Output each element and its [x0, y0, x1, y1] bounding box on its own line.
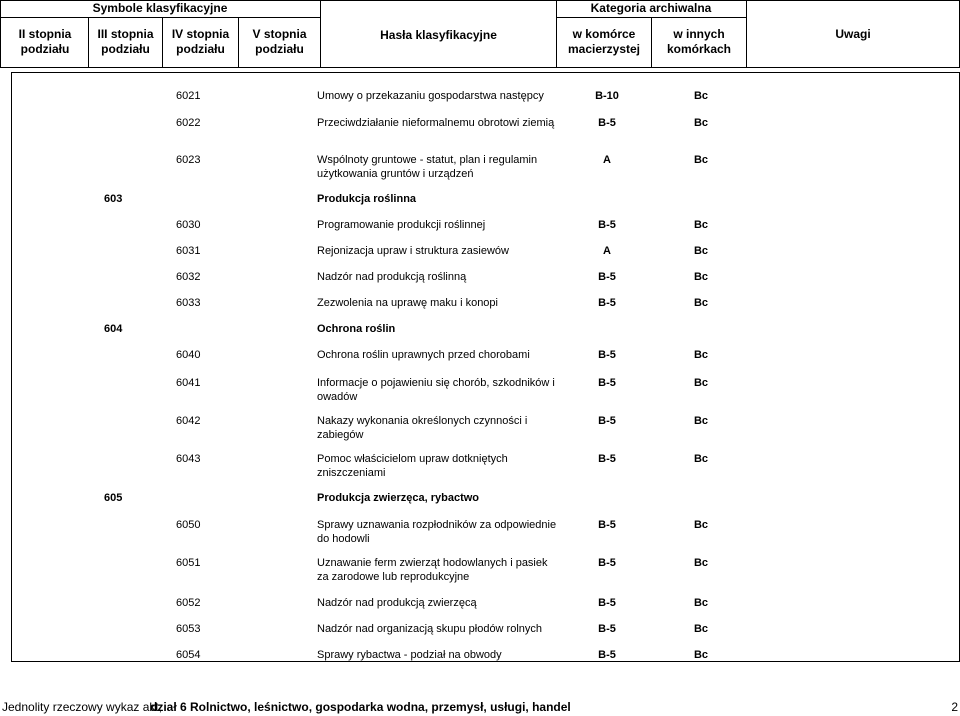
symbol-level-iii: 6021	[176, 90, 201, 102]
category-w-innych: Bc	[693, 90, 709, 102]
entry-title: Sprawy uznawania rozpłodników za odpowiednie do hodowli	[317, 519, 557, 545]
col-header-level-ii: II stopnia podziału	[18, 27, 72, 56]
symbol-level-ii: 605	[104, 492, 123, 504]
symbol-level-iii: 6053	[176, 623, 201, 635]
symbol-level-iii: 6040	[176, 349, 201, 361]
entry-title: Zezwolenia na uprawę maku i konopi	[317, 297, 498, 309]
category-w-komorce: B-5	[598, 649, 616, 661]
col-header-level-iii: III stopnia podziału	[97, 27, 154, 56]
category-w-innych: Bc	[693, 623, 709, 635]
entry-title: Przeciwdziałanie nieformalnemu obrotowi ziemią	[317, 117, 555, 129]
symbol-level-iii: 6052	[176, 597, 201, 609]
col-header-w-innych: w innych komórkach	[666, 27, 732, 56]
category-w-innych: Bc	[693, 557, 709, 569]
col-header-level-v: V stopnia podziału	[252, 27, 307, 56]
archival-category-group-header: Kategoria archiwalna	[590, 1, 712, 15]
entry-title: Programowanie produkcji roślinnej	[317, 219, 486, 231]
symbol-level-ii: 604	[104, 323, 123, 335]
entry-title: Umowy o przekazaniu gospodarstwa następcy	[317, 90, 544, 102]
category-w-komorce: B-10	[595, 90, 619, 102]
category-w-innych: Bc	[693, 453, 709, 465]
category-w-innych: Bc	[693, 349, 709, 361]
category-w-komorce: B-5	[598, 597, 616, 609]
entry-title: Pomoc właścicielom upraw dotkniętych zniszczeniami	[317, 453, 508, 479]
col-header-hasla: Hasła klasyfikacyjne	[380, 28, 497, 42]
symbol-level-iii: 6041	[176, 377, 201, 389]
entry-title: Ochrona roślin uprawnych przed chorobami	[317, 349, 530, 361]
symbol-level-iii: 6022	[176, 117, 201, 129]
entry-title: Sprawy rybactwa - podział na obwody	[317, 649, 502, 661]
symbol-level-iii: 6032	[176, 271, 201, 283]
category-w-innych: Bc	[693, 219, 709, 231]
symbol-level-iii: 6030	[176, 219, 201, 231]
page-footer	[0, 698, 960, 716]
category-w-innych: Bc	[693, 271, 709, 283]
symbol-level-iii: 6042	[176, 415, 201, 427]
category-w-komorce: B-5	[598, 349, 616, 361]
category-w-komorce: B-5	[598, 271, 616, 283]
symbol-level-iii: 6054	[176, 649, 201, 661]
category-w-komorce: B-5	[598, 415, 616, 427]
entry-title: Uznawanie ferm zwierząt hodowlanych i pasiek za zarodowe lub reprodukcyjne	[317, 557, 548, 583]
symbol-level-iii: 6033	[176, 297, 201, 309]
category-w-komorce: B-5	[598, 297, 616, 309]
category-w-komorce: B-5	[598, 219, 616, 231]
symbols-group-header: Symbole klasyfikacyjne	[92, 1, 228, 15]
entry-title: Nadzór nad produkcją roślinną	[317, 271, 467, 283]
category-w-innych: Bc	[693, 597, 709, 609]
col-header-w-komorce: w komórce macierzystej	[567, 27, 641, 56]
category-w-innych: Bc	[693, 415, 709, 427]
col-header-level-iv: IV stopnia podziału	[171, 27, 230, 56]
entry-title: Rejonizacja upraw i struktura zasiewów	[317, 245, 509, 257]
footer-section-title: dział 6 Rolnictwo, leśnictwo, gospodarka wodna, przemysł, usługi, handel	[150, 700, 571, 714]
symbol-level-ii: 603	[104, 193, 123, 205]
category-w-komorce: B-5	[598, 117, 616, 129]
category-w-komorce: B-5	[598, 453, 616, 465]
category-w-komorce: B-5	[598, 623, 616, 635]
category-w-innych: Bc	[693, 519, 709, 531]
symbol-level-iii: 6031	[176, 245, 201, 257]
entry-title: Ochrona roślin	[317, 323, 396, 335]
footer-prefix: Jednolity rzeczowy wykaz akt,	[2, 700, 163, 714]
entry-title: Produkcja zwierzęca, rybactwo	[317, 492, 480, 504]
symbol-level-iii: 6050	[176, 519, 201, 531]
symbol-level-iii: 6023	[176, 154, 201, 166]
entry-title: Nadzór nad organizacją skupu płodów rolnych	[317, 623, 543, 635]
category-w-innych: Bc	[693, 649, 709, 661]
category-w-innych: Bc	[693, 245, 709, 257]
entry-title: Produkcja roślinna	[317, 193, 417, 205]
symbol-level-iii: 6043	[176, 453, 201, 465]
category-w-innych: Bc	[693, 377, 709, 389]
category-w-komorce: A	[603, 154, 611, 166]
category-w-innych: Bc	[693, 297, 709, 309]
category-w-komorce: A	[603, 245, 611, 257]
entry-title: Nadzór nad produkcją zwierzęcą	[317, 597, 477, 609]
category-w-innych: Bc	[693, 154, 709, 166]
col-header-uwagi: Uwagi	[835, 27, 871, 41]
category-w-komorce: B-5	[598, 377, 616, 389]
category-w-innych: Bc	[693, 117, 709, 129]
category-w-komorce: B-5	[598, 519, 616, 531]
page-number: 2	[951, 700, 958, 714]
entry-title: Wspólnoty gruntowe - statut, plan i regulamin użytkowania gruntów i urządzeń	[317, 154, 538, 180]
symbol-level-iii: 6051	[176, 557, 201, 569]
entry-title: Nakazy wykonania określonych czynności i zabiegów	[317, 415, 528, 441]
entry-title: Informacje o pojawieniu się chorób, szkodników i owadów	[317, 377, 555, 403]
category-w-komorce: B-5	[598, 557, 616, 569]
